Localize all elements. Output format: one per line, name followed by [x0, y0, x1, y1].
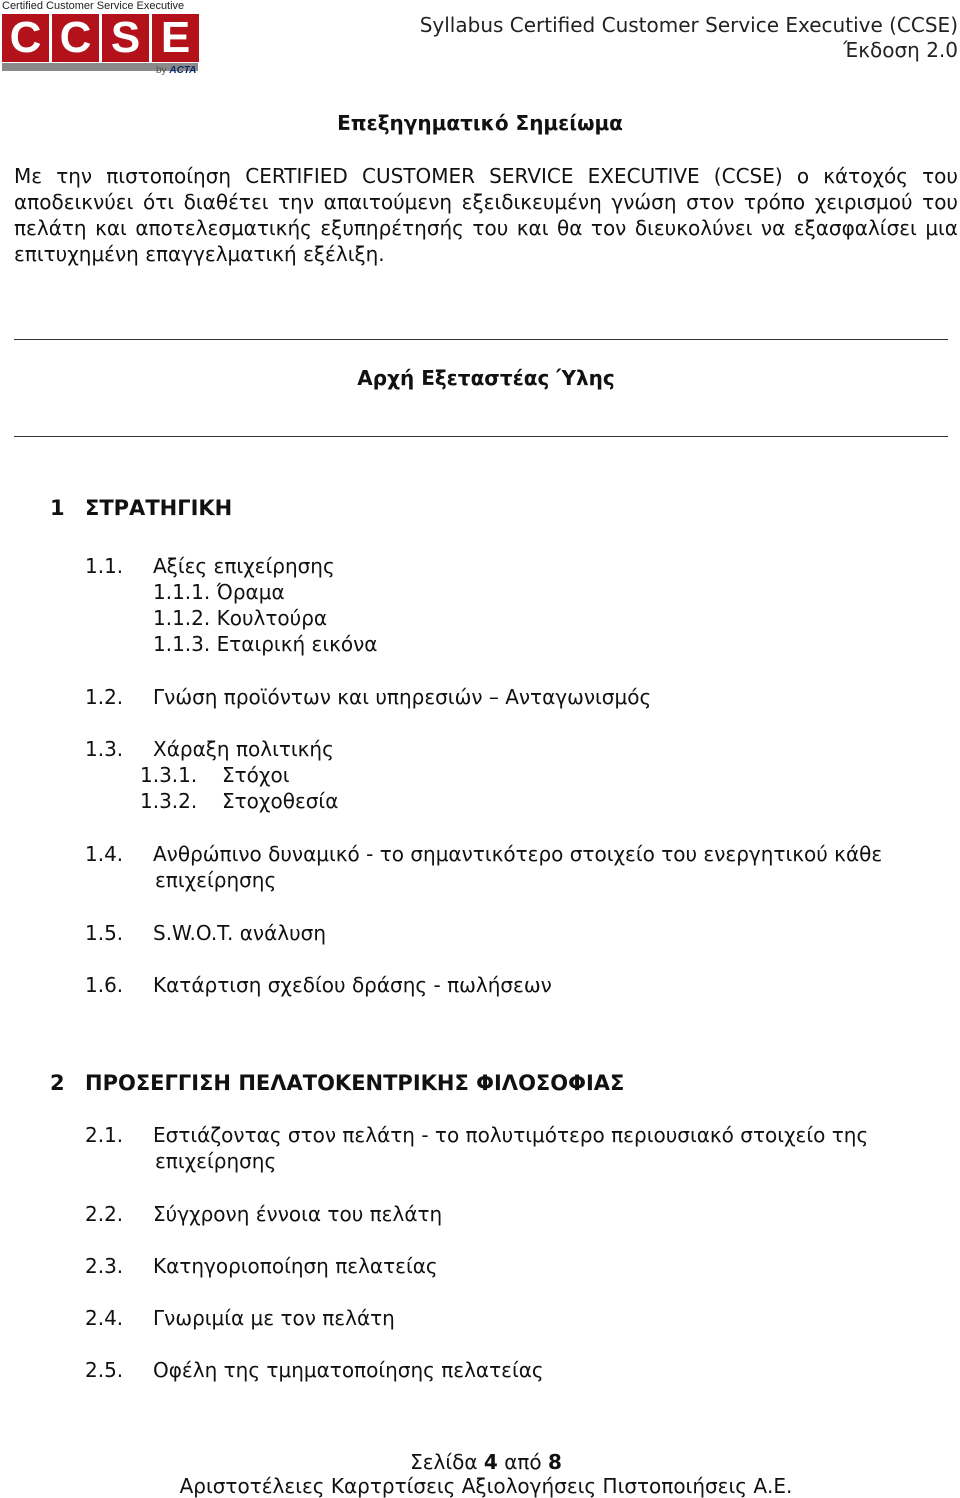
outline-item: 2.3. Κατηγοριοποίηση πελατείας	[85, 1254, 438, 1278]
chapter-number: 1	[50, 496, 65, 520]
outline-item: 1.1. Αξίες επιχείρησης	[85, 554, 335, 578]
logo-letter: S	[102, 14, 149, 62]
logo-byline: by ACTA	[156, 65, 197, 76]
logo-letter: E	[152, 14, 199, 62]
header-version: Έκδοση 2.0	[843, 38, 958, 62]
outline-item: 1.6. Κατάρτιση σχεδίου δράσης - πωλήσεων	[85, 973, 552, 997]
logo-letters	[2, 14, 199, 62]
outline-item-continued: επιχείρησης	[155, 1149, 277, 1173]
divider-bottom	[14, 436, 948, 437]
logo-brand: ACTA	[169, 65, 197, 76]
outline-item: 2.4. Γνωριμία με τον πελάτη	[85, 1306, 395, 1330]
ccse-logo	[2, 0, 202, 80]
outline-item-continued: επιχείρησης	[155, 868, 277, 892]
footer-organization: Αριστοτέλειες Καρτρτίσεις Αξιολογήσεις Πιστοποιήσεις Α.Ε.	[179, 1474, 793, 1498]
outline-item: 1.5. S.W.O.T. ανάλυση	[85, 921, 327, 945]
divider-top	[14, 339, 948, 340]
outline-item: 1.4. Ανθρώπινο δυναμικό - το σημαντικότερο στοιχείο του ενεργητικού κάθε	[85, 842, 883, 866]
chapter-heading	[50, 496, 232, 520]
chapter-number: 2	[50, 1071, 65, 1095]
outline-subitem: 1.1.2. Κουλτούρα	[153, 606, 328, 630]
outline-subitem: 1.1.3. Εταιρική εικόνα	[153, 632, 378, 656]
document-heading: Επεξηγηματικό Σημείωμα	[337, 111, 623, 135]
intro-paragraph: Με την πιστοποίηση CERTIFIED CUSTOMER SERVICE EXECUTIVE (CCSE) ο κάτοχός του αποδεικνύει ότι διαθέτει την απαιτούμενη εξειδικευμένη γνώση στον τρόπο χειρισμού του πελάτη και αποτελεσματικής εξυπηρέτησής του και θα τον διευκολύνει να εξασφαλίσει μια επιτυχημένη επαγγελματική εξέλιξη.	[14, 164, 958, 266]
header-title-line1: Syllabus Certified Customer Service Executive (CCSE)	[419, 13, 958, 37]
page-number: Σελίδα 4 από 8	[410, 1450, 562, 1474]
outline-subitem: 1.3.2. Στοχοθεσία	[140, 789, 339, 813]
logo-tagline: Certified Customer Service Executive	[2, 0, 185, 12]
outline-item: 1.2. Γνώση προϊόντων και υπηρεσιών – Ανταγωνισμός	[85, 685, 652, 709]
chapter-title: ΣΤΡΑΤΗΓΙΚΗ	[85, 496, 233, 520]
chapter-title: ΠΡΟΣΕΓΓΙΣΗ ΠΕΛΑΤΟΚΕΝΤΡΙΚΗΣ ΦΙΛΟΣΟΦΙΑΣ	[85, 1071, 625, 1095]
outline-subitem: 1.3.1. Στόχοι	[140, 763, 290, 787]
chapter-heading	[50, 1071, 624, 1095]
outline-item: 2.5. Οφέλη της τμηματοποίησης πελατείας	[85, 1358, 544, 1382]
section-caption: Αρχή Εξεταστέας Ύλης	[357, 366, 615, 390]
logo-letter: C	[52, 14, 99, 62]
outline-item: 1.3. Χάραξη πολιτικής	[85, 737, 334, 761]
outline-item: 2.1. Εστιάζοντας στον πελάτη - το πολυτιμότερο περιουσιακό στοιχείο της	[85, 1123, 869, 1147]
logo-letter: C	[2, 14, 49, 62]
header-title	[420, 13, 958, 63]
outline-item: 2.2. Σύγχρονη έννοια του πελάτη	[85, 1202, 443, 1226]
outline-subitem: 1.1.1. Όραμα	[153, 580, 285, 604]
